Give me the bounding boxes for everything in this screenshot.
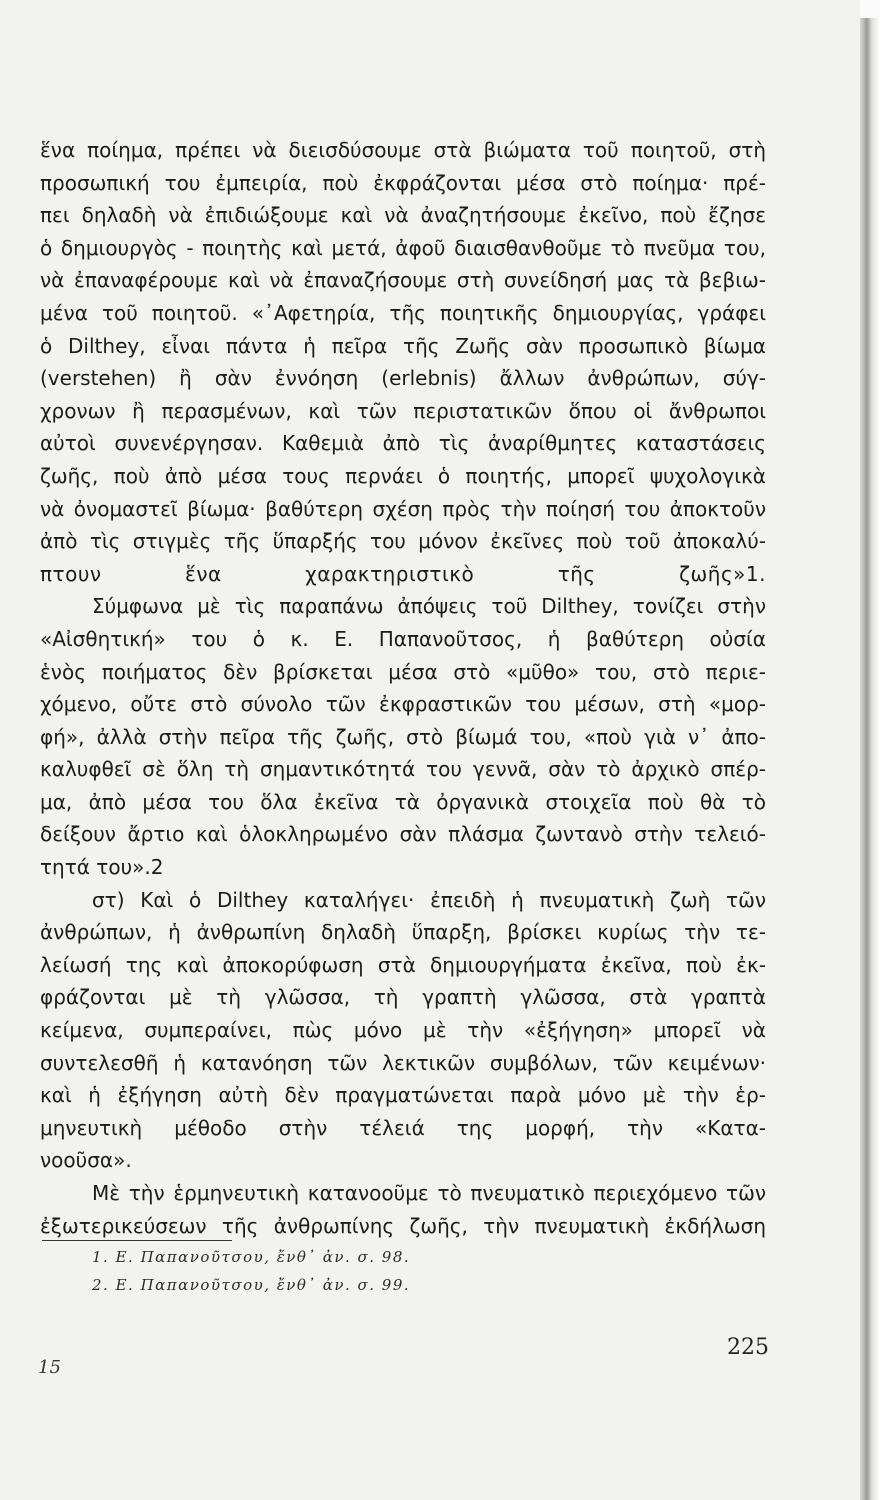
text-line: χόμενο, οὔτε στὸ σύνολο τῶν ἐκφραστικῶν του μέσων, στὴ «μορ- — [40, 692, 766, 717]
footnote-2: 2. Ε. Παπανοῦτσου, ἔνθ᾿ ἀν. σ. 99. — [92, 1276, 411, 1294]
paragraph-first-line: στ) Καὶ ὁ Dilthey καταλήγει· ἐπειδὴ ἡ πνευματικὴ ζωὴ τῶν — [92, 887, 766, 912]
text-line: ὁ Dilthey, εἶναι πάντα ἡ πεῖρα τῆς Ζωῆς σὰν προσωπικὸ βίωμα — [40, 333, 766, 358]
page-edge-corner — [860, 0, 880, 18]
page-edge — [860, 0, 880, 1500]
text-line: νοοῦσα». — [40, 1148, 132, 1173]
text-line: νὰ ὀνομαστεῖ βίωμα· βαθύτερη σχέση πρὸς τὴν ποίησή του ἀποκτοῦν — [40, 496, 766, 521]
text-line: αὐτοὶ συνενέργησαν. Καθεμιὰ ἀπὸ τὶς ἀναρίθμητες καταστάσεις — [40, 431, 766, 456]
text-line: τητά του».2 — [40, 855, 164, 880]
page-number: 225 — [727, 1335, 769, 1360]
text-line: καὶ ἡ ἐξήγηση αὐτὴ δὲν πραγματώνεται παρὰ μόνο μὲ τὴν ἑρ- — [40, 1083, 766, 1108]
text-line: «Αἰσθητική» του ὁ κ. Ε. Παπανοῦτσος, ἡ βαθύτερη οὐσία — [40, 626, 766, 651]
text-line: φή», ἀλλὰ στὴν πεῖρα τῆς ζωῆς, στὸ βίωμά του, «ποὺ γιὰ ν᾿ ἀπο- — [40, 724, 766, 749]
text-line: ἑνὸς ποιήματος δὲν βρίσκεται μέσα στὸ «μῦθο» του, στὸ περιε- — [40, 659, 766, 684]
text-line: ζωῆς, ποὺ ἀπὸ μέσα τους περνάει ὁ ποιητής, μπορεῖ ψυχολογικὰ — [40, 463, 766, 488]
text-line: μηνευτικὴ μέθοδο στὴν τέλειά της μορφή, τὴν «Κατα- — [40, 1115, 766, 1140]
signature-mark: 15 — [38, 1357, 61, 1378]
text-line: ἀνθρώπων, ἡ ἀνθρωπίνη δηλαδὴ ὕπαρξη, βρίσκει κυρίως τὴν τε- — [40, 920, 766, 945]
text-line: φράζονται μὲ τὴ γλῶσσα, τὴ γραπτὴ γλῶσσα, στὰ γραπτὰ — [40, 985, 766, 1010]
text-line: μα, ἀπὸ μέσα του ὅλα ἐκεῖνα τὰ ὀργανικὰ στοιχεῖα ποὺ θὰ τὸ — [40, 789, 766, 814]
paragraph-first-line: Μὲ τὴν ἑρμηνευτικὴ κατανοοῦμε τὸ πνευματικὸ περιεχόμενο τῶν — [92, 1181, 766, 1205]
text-line: χρονων ἢ περασμένων, καὶ τῶν περιστατικῶν ὅπου οἱ ἄνθρωποι — [40, 398, 766, 423]
body-text — [40, 134, 766, 1242]
text-line: καλυφθεῖ σὲ ὅλη τὴ σημαντικότητά του γεννᾶ, σὰν τὸ ἀρχικὸ σπέρ- — [40, 757, 766, 782]
text-line: πτουν ἕνα χαρακτηριστικὸ τῆς ζωῆς»1. — [40, 561, 766, 586]
text-line: κείμενα, συμπεραίνει, πὼς μόνο μὲ τὴν «ἐξήγηση» μπορεῖ νὰ — [40, 1018, 766, 1043]
text-line: ἀπὸ τὶς στιγμὲς τῆς ὕπαρξής του μόνον ἐκεῖνες ποὺ τοῦ ἀποκαλύ- — [40, 529, 766, 554]
footnote-1: 1. Ε. Παπανοῦτσου, ἔνθ᾿ ἀν. σ. 98. — [92, 1248, 411, 1266]
text-line: νὰ ἐπαναφέρουμε καὶ νὰ ἐπαναζήσουμε στὴ συνείδησή μας τὰ βεβιω- — [40, 268, 766, 293]
text-line: μένα τοῦ ποιητοῦ. «᾿Αφετηρία, τῆς ποιητικῆς δημιουργίας, γράφει — [40, 300, 766, 325]
footnote-divider — [42, 1240, 232, 1241]
text-line: λείωσή της καὶ ἀποκορύφωση στὰ δημιουργήματα ἐκεῖνα, ποὺ ἐκ- — [40, 952, 766, 977]
text-line: συντελεσθῆ ἡ κατανόηση τῶν λεκτικῶν συμβόλων, τῶν κειμένων· — [40, 1050, 766, 1075]
text-line: ἕνα ποίημα, πρέπει νὰ διεισδύσουμε στὰ βιώματα τοῦ ποιητοῦ, στὴ — [40, 138, 766, 162]
text-line: δείξουν ἄρτιο καὶ ὁλοκληρωμένο σὰν πλάσμα ζωντανὸ στὴν τελειό- — [40, 822, 766, 847]
paragraph-first-line: Σύμφωνα μὲ τὶς παραπάνω ἀπόψεις τοῦ Dilthey, τονίζει στὴν — [92, 594, 766, 619]
text-line: προσωπική του ἐμπειρία, ποὺ ἐκφράζονται μέσα στὸ ποίημα· πρέ- — [40, 170, 766, 195]
text-line: (verstehen) ἢ σὰν ἐννόηση (erlebnis) ἄλλων ἀνθρώπων, σύγ- — [40, 366, 766, 391]
text-line: πει δηλαδὴ νὰ ἐπιδιώξουμε καὶ νὰ ἀναζητήσουμε ἐκεῖνο, ποὺ ἔζησε — [40, 203, 766, 228]
text-line: ἐξωτερικεύσεων τῆς ἀνθρωπίνης ζωῆς, τὴν πνευματικὴ ἐκδήλωση — [40, 1213, 766, 1238]
text-line: ὁ δημιουργὸς - ποιητὴς καὶ μετά, ἀφοῦ διαισθανθοῦμε τὸ πνεῦμα του, — [40, 235, 766, 260]
